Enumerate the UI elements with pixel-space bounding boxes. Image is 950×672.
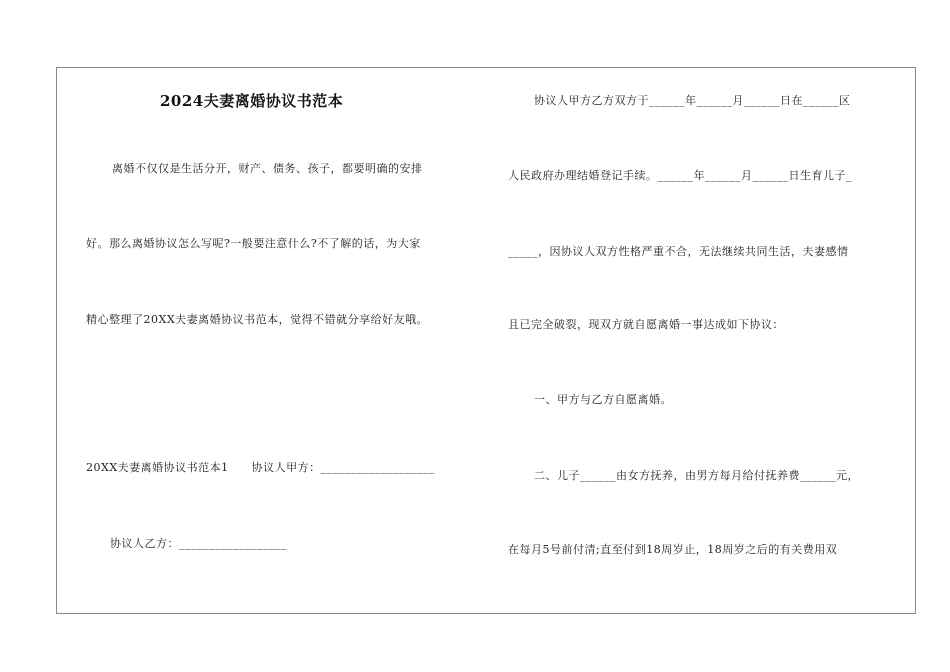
right-text-line-7: 在每月5号前付清;直至付到18周岁止，18周岁之后的有关费用双 [508,543,838,556]
right-text-line-6: 二、儿子______由女方抚养，由男方每月给付抚养费______元， [534,469,859,482]
left-text-line-4: 20XX夫妻离婚协议书范本1 协议人甲方：___________________ [86,461,435,474]
right-text-line-3: _____，因协议人双方性格严重不合，无法继续共同生活，夫妻感情 [508,245,849,258]
left-text-line-2: 好。那么离婚协议怎么写呢?一般要注意什么?不了解的话，为大家 [86,237,421,250]
document-page-frame [56,67,916,614]
left-text-line-5: 协议人乙方：__________________ [110,537,287,550]
right-text-line-5: 一、甲方与乙方自愿离婚。 [534,393,672,406]
right-text-line-1: 协议人甲方乙方双方于______年______月______日在______区 [534,94,851,107]
right-text-line-4: 且已完全破裂，现双方就自愿离婚一事达成如下协议： [508,318,784,331]
document-title: 2024夫妻离婚协议书范本 [160,92,344,110]
left-text-line-3: 精心整理了20XX夫妻离婚协议书范本，觉得不错就分享给好友哦。 [86,313,429,326]
right-text-line-2: 人民政府办理结婚登记手续。______年______月______日生育儿子_ [508,169,852,182]
left-text-line-1: 离婚不仅仅是生活分开，财产、债务、孩子，都要明确的安排 [112,162,423,175]
